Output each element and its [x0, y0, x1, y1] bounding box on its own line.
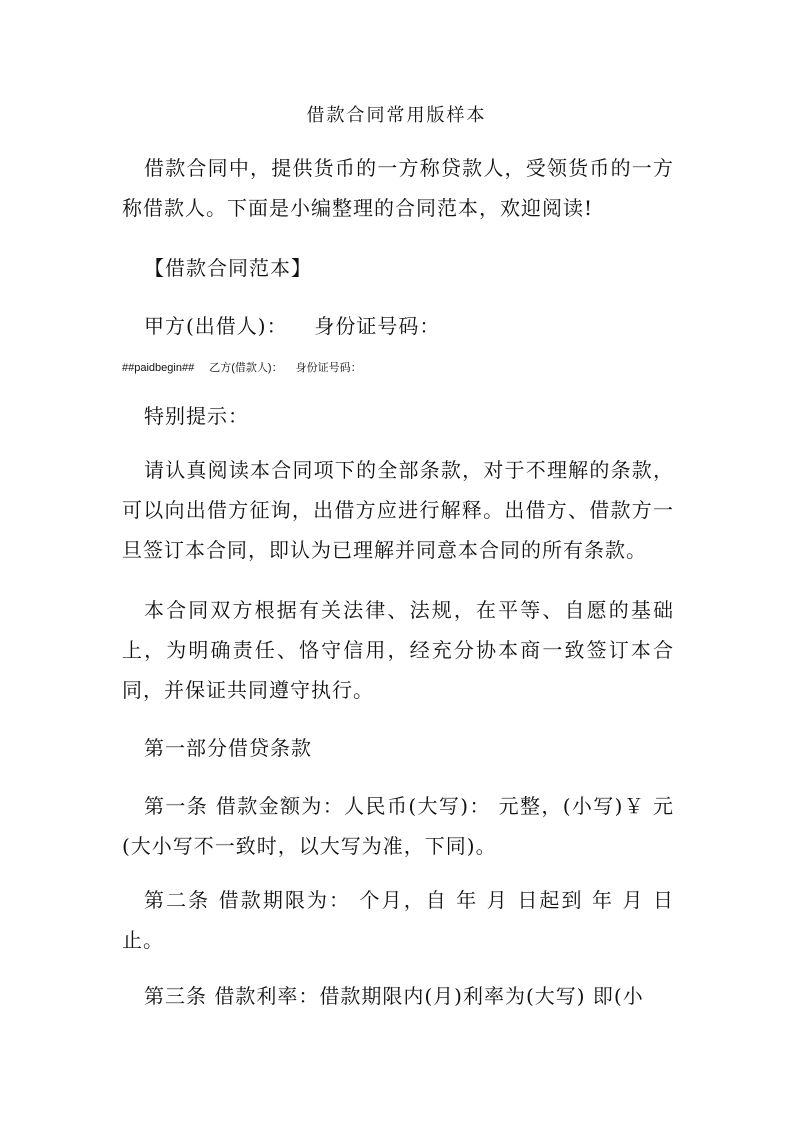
- paid-begin-marker: ##paidbegin##: [122, 362, 195, 374]
- notice-paragraph: 请认真阅读本合同项下的全部条款，对于不理解的条款，可以向出借方征询，出借方应进行解释。出借方、借款方一旦签订本合同，即认为已理解并同意本合同的所有条款。: [122, 458, 674, 562]
- article-1: 第一条 借款金额为：人民币(大写)： 元整，(小写)￥ 元(大小写不一致时，以大写为准，下同)。: [122, 794, 674, 858]
- article-3: 第三条 借款利率：借款期限内(月)利率为(大写) 即(小: [144, 984, 644, 1008]
- party-a-line: [144, 306, 440, 346]
- notice-heading: 特别提示：: [144, 404, 249, 428]
- section-heading: 【借款合同范本】: [144, 256, 312, 280]
- party-b-label: 乙方(借款人)：: [209, 362, 283, 374]
- preamble-paragraph: 本合同双方根据有关法律、法规，在平等、自愿的基础上，为明确责任、恪守信用，经充分协本商一致签订本合同，并保证共同遵守执行。: [122, 598, 674, 702]
- party-b-id-label: 身份证号码：: [295, 362, 362, 374]
- intro-paragraph: 借款合同中，提供货币的一方称贷款人，受领货币的一方称借款人。下面是小编整理的合同范本，欢迎阅读!: [122, 156, 674, 220]
- article-2: 第二条 借款期限为： 个月，自 年 月 日起到 年 月 日止。: [122, 888, 674, 952]
- party-a-label: 甲方(出借人)：: [144, 314, 288, 338]
- party-a-id-label: 身份证号码：: [314, 314, 441, 338]
- part-one-heading: 第一部分借贷条款: [144, 736, 312, 760]
- party-b-line: [122, 360, 362, 376]
- document-title: 借款合同常用版样本: [306, 105, 487, 126]
